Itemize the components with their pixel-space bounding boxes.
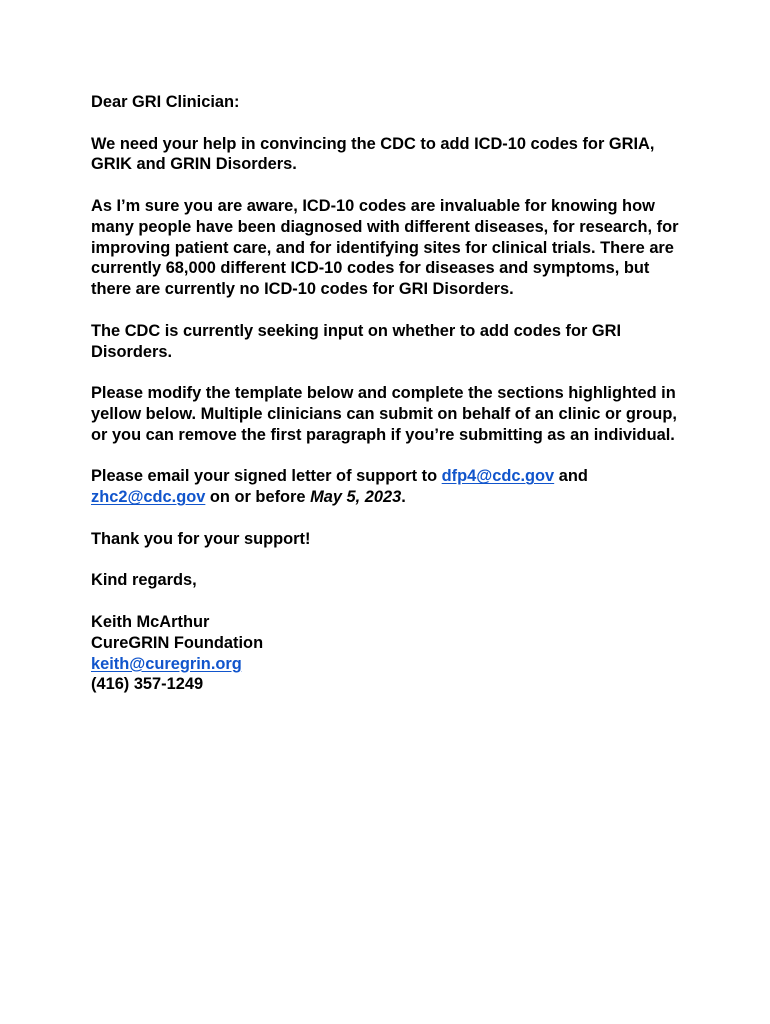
- email-instructions-and: and: [554, 467, 588, 486]
- closing-line: Kind regards,: [91, 571, 197, 590]
- email-instructions-middle: on or before: [205, 488, 311, 507]
- paragraph-request: We need your help in convincing the CDC to add ICD-10 codes for GRIA, GRIK and GRIN Disorders.: [91, 134, 655, 174]
- paragraph-icd10-importance: As I’m sure you are aware, ICD-10 codes are invaluable for knowing how many people have been diagnosed with different diseases, for research, for improving patient care, and for identifying sites for clinical trials. There are currently 68,000 different ICD-10 codes for diseases and symptoms, but there are currently no ICD-10 codes for GRI Disorders.: [91, 196, 679, 299]
- paragraph-template-instructions: Please modify the template below and complete the sections highlighted in yellow below. Multiple clinicians can submit on behalf of an clinic or group, or you can remove the first paragraph if you’re submitting as an individual.: [91, 384, 677, 444]
- paragraph-cdc-input: The CDC is currently seeking input on whether to add codes for GRI Disorders.: [91, 321, 622, 361]
- letter-body: [91, 92, 691, 716]
- paragraph-email-instructions: [91, 466, 691, 508]
- email-instructions-suffix: .: [401, 488, 406, 507]
- email-link-dfp4[interactable]: dfp4@cdc.gov: [441, 467, 555, 486]
- signature-block: [91, 612, 691, 695]
- email-link-zhc2[interactable]: zhc2@cdc.gov: [91, 488, 206, 507]
- signature-email-link[interactable]: keith@curegrin.org: [91, 654, 242, 673]
- signature-organization: CureGRIN Foundation: [91, 633, 264, 652]
- signature-phone: (416) 357-1249: [91, 675, 204, 694]
- signature-name: Keith McArthur: [91, 612, 210, 631]
- deadline-date: May 5, 2023: [310, 488, 402, 507]
- salutation: Dear GRI Clinician:: [91, 93, 240, 111]
- email-instructions-prefix: Please email your signed letter of support to: [91, 467, 442, 486]
- thanks-line: Thank you for your support!: [91, 529, 311, 548]
